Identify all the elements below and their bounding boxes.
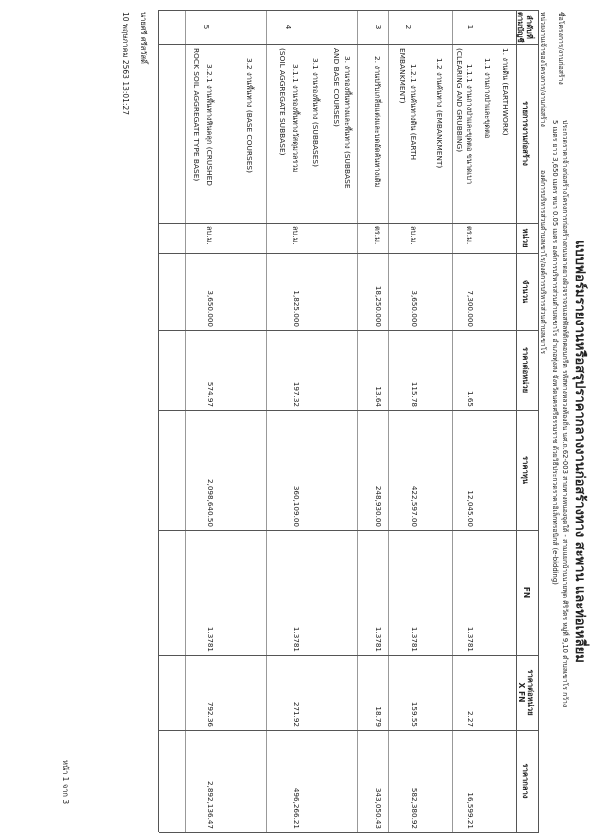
cost-cell: 360,109.00 [292, 485, 301, 527]
item-label-2: ROCK SOIL AGGREGATE TYPE BASE) [192, 48, 201, 182]
fn-cell: 1.3781 [206, 626, 215, 652]
header-item: รายการงานก่อสร้าง [521, 101, 530, 166]
qty-cell: 1,825.000 [292, 290, 301, 327]
unitfn-cell: 159.55 [410, 701, 419, 727]
item-label: 1.1 งานถางป่าและขุดตอ [483, 58, 492, 139]
unitfn-cell: 271.92 [292, 701, 301, 727]
row-no: 4 [284, 24, 293, 30]
unitfn-cell: 2.27 [466, 710, 475, 727]
item-label-2: EMBANKMENT) [398, 48, 407, 104]
row-divider [452, 10, 453, 832]
price-cell: 16,599.21 [466, 792, 475, 829]
col-line [159, 832, 539, 833]
unitfn-cell: 792.36 [206, 701, 215, 727]
header-unitfn: ราคาต่อหน่วย [526, 669, 535, 716]
col-line [159, 44, 539, 45]
unit-cell: ลบ.ม. [291, 226, 300, 245]
print-timestamp: 10 พฤษภาคม 2563 13:01:27 [121, 12, 130, 116]
item-label: 3.2 งานพื้นทาง (BASE COURSES) [245, 58, 254, 173]
unit-cell: ลบ.ม. [409, 226, 418, 245]
header-fn: FN [522, 586, 531, 599]
fn-cell: 1.3781 [292, 626, 301, 652]
qty-cell: 3,650.000 [410, 290, 419, 327]
col-line [159, 253, 539, 254]
cost-cell: 248,930.00 [374, 485, 383, 527]
item-label: 3.1.1 งานรองพื้นทางวัสดุมวลรวม [291, 64, 300, 173]
row-no: 5 [202, 24, 211, 30]
qty-cell: 18,250.000 [374, 285, 383, 327]
unit-cell: ตร.ม. [373, 226, 382, 245]
header-price: ราคากลาง [521, 763, 530, 799]
fn-cell: 1.3781 [410, 626, 419, 652]
item-label: 1.1.1 งานถางป่าและขุดตอ ขนาดเบา [465, 64, 474, 185]
unitcost-cell: 574.97 [206, 381, 215, 407]
page-number: หน้า 1 จาก 3 [61, 760, 70, 805]
item-label-2: (SOIL AGGREGATE SUBBASE) [278, 48, 287, 156]
unitcost-cell: 115.78 [410, 381, 419, 407]
item-label: 2. งานปรับเกลี่ยแต่งและบดอัดคันทางเดิม [373, 56, 382, 188]
col-line [159, 223, 539, 224]
unit-cell: ตร.ม. [465, 226, 474, 245]
row-divider [357, 10, 358, 832]
item-label: 1.2 งานคันทาง (EMBANKMENT) [435, 58, 444, 169]
fn-cell: 1.3781 [374, 626, 383, 652]
row-divider [388, 10, 389, 832]
row-no: 3 [374, 24, 383, 30]
header-unit: หน่วย [521, 228, 530, 248]
qty-cell: 3,650.000 [206, 290, 215, 327]
price-cell: 343,050.43 [374, 787, 383, 829]
unitcost-cell: 13.64 [374, 386, 383, 407]
item-label: 1. งานดิน (EARTHWORK) [501, 48, 510, 136]
project-detail: 5 เมตร ยาว 3,650 เมตร หนา 0.05 เมตร องค์การบริหารส่วนตำบลเขาโร อำเภอทุ่งสง จังหวัดนครศรีธรรมราช ด้วยวิธีประกวดราคาอิเล็กทรอนิกส์ (e-bidding) [551, 120, 559, 585]
row-divider [266, 10, 267, 832]
col-line [159, 10, 539, 11]
item-label: 3. งานรองพื้นทางและพื้นทาง (SUBBASE [343, 56, 352, 189]
item-label: 3.2.1 งานพื้นทางหินคลุก (CRUSHED [205, 64, 214, 186]
unit-cell: ลบ.ม. [205, 226, 214, 245]
cost-cell: 12,045.00 [466, 490, 475, 527]
unit-value: องค์การบริหารส่วนตำบลเขาโร/องค์การบริหารส่วนตำบลเขาโร [539, 170, 547, 354]
cost-cell: 2,098,640.50 [206, 478, 215, 527]
item-label: 3.1 งานรองพื้นทาง (SUBBASES) [311, 58, 320, 167]
col-line [159, 330, 539, 331]
document-title: แบบฟอร์มรายงานหรือสรุปราคากลางงานก่อสร้างทาง สะพาน และท่อเหลี่ยม [572, 240, 587, 663]
signer-name: นายศรี ศรีสวัสดิ์ [139, 12, 148, 64]
unitcost-cell: 197.32 [292, 381, 301, 407]
header-cost: ราคาทุน [521, 456, 530, 484]
cost-cell: 422,597.00 [410, 485, 419, 527]
header-no: ลำดับที่ [525, 15, 534, 39]
col-line [159, 410, 539, 411]
header-unitcost: ราคาต่อหน่วย [521, 346, 530, 394]
project-value: ประกวดราคาจ้างก่อสร้างโครงการก่อสร้างถนนลาดยางผิวจราจรแอสฟัลท์ติกคอนกรีต รหัสทางหลวงท้องถิ่น นศ.ถ.62-003 สายทางหนองจุดใต้ - สามแยกบ้านนายพุด ศิริวัตร หมู่ที่ 9,10 ตำบลเขาโร กว้าง [561, 120, 569, 708]
table-border-bottom [158, 10, 159, 832]
item-label-2: (CLEARING AND GRUBBING) [455, 48, 464, 153]
row-no: 1 [466, 24, 475, 30]
qty-cell: 7,300.000 [466, 290, 475, 327]
item-label-2: AND BASE COURSES) [332, 48, 341, 127]
project-label: ชื่อโครงการ/งานก่อสร้าง [557, 12, 565, 85]
price-cell: 582,380.92 [410, 787, 419, 829]
header-unitfn-2: X FN [517, 682, 526, 703]
col-line [159, 530, 539, 531]
fn-cell: 1.3781 [466, 626, 475, 652]
unitfn-cell: 18.79 [374, 706, 383, 727]
table-border-top [538, 10, 539, 832]
price-cell: 2,892,136.47 [206, 780, 215, 829]
col-line [159, 655, 539, 656]
row-no: 2 [404, 24, 413, 30]
row-divider [185, 10, 186, 832]
unitcost-cell: 1.65 [466, 390, 475, 407]
unit-label: หน่วยงานเจ้าของโครงการ/งานก่อสร้าง [539, 12, 547, 127]
price-cell: 496,266.21 [292, 787, 301, 829]
header-qty: จำนวน [521, 279, 530, 304]
col-line [159, 730, 539, 731]
header-no-2: ตามบัญชี [516, 12, 525, 43]
item-label: 1.2.1 งานคันทางดิน (EARTH [409, 64, 418, 161]
